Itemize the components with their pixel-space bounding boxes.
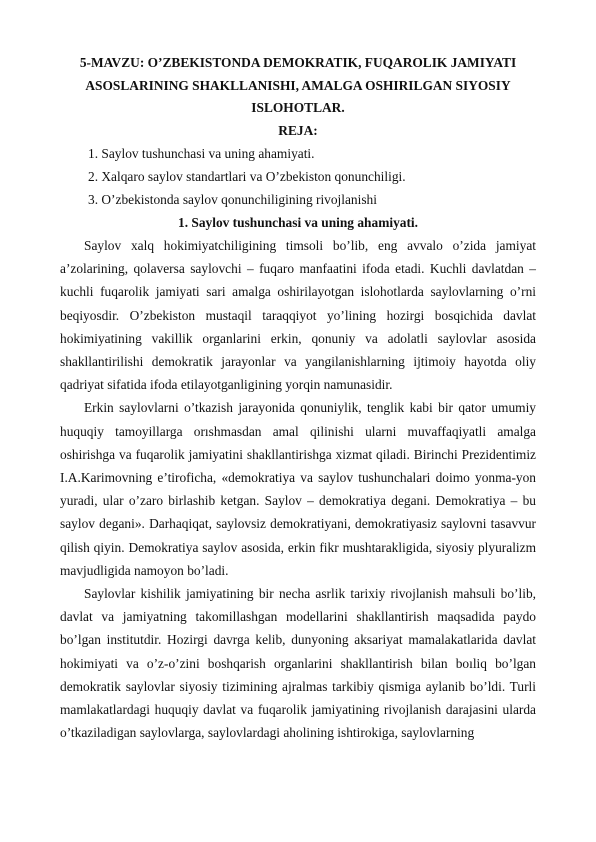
section-heading: 1. Saylov tushunchasi va uning ahamiyati. [178,215,418,230]
plan-heading: REJA: [278,122,318,138]
body-paragraph: Saylov xalq hokimiyatchiligining timsoli bo’lib, eng avvalo o’zida jamiyat a’zolarining, qolaversa saylovchi – fuqaro manfaatini ifoda etadi. Kuchli davlatdan – kuchli fuqarolik jamiyati sari amalga oshirilayotgan islohotlarda saylovlarning o’rni beqiyosdir. O’zbekiston mustaqil taraqqiyot yo’lining hozirgi bosqichida davlat hokimiyatining vakillik organlarini erkin, qonuniy va adolatli saylovlar asosida shakllantirilishi demokratik jarayonlar va yangilanishlarning ijtimoiy hayotda oliy qadriyat sifatida ifoda etilayotganligining yorqin namunasidir. [60,238,536,393]
body-paragraph: Erkin saylovlarni o’tkazish jarayonida qonuniylik, tenglik kabi bir qator umumiy huquqiy tamoyillarga orıshmasdan amal qilinishi ularni muvaffaqiyatli amalga oshirishga va fuqarolik jamiyatini shakllantirishga xizmat qiladi. Birinchi Prezidentimiz I.A.Karimovning e’tirofiсha, «demokratiya va saylov tushunchalari doimo yonma-yon yuradi, ular o’zaro birlashib ketgan. Saylov – demokratiya degani. Demokratiya – bu saylov degani». Darhaqiqat, saylovsiz demokratiyani, demokratiyasiz saylovni tasavvur qilish qiyin. Demokratiya saylov asosida, erkin fikr mushtarakligida, siyosiy plyuralizm mavjudligida namoyon bo’ladi. [60,400,536,578]
plan-item: 1. Saylov tushunchasi va uning ahamiyati. [88,146,315,161]
plan-item: 2. Xalqaro saylov standartlari va O’zbekiston qonunchiligi. [88,169,406,184]
plan-item: 3. O’zbekistonda saylov qonunchiligining rivojlanishi [88,192,377,207]
document-page [60,52,536,744]
document-title: 5-MAVZU: O’ZBEKISTONDA DEMOKRATIK, FUQAROLIK JAMIYATI ASOSLARINING SHAKLLANISHI, AMALGA OSHIRILGAN SIYOSIY ISLOHOTLAR. [79,55,517,115]
plan-list [60,142,536,211]
body-paragraph: Saylovlar kishilik jamiyatining bir necha asrlik tarixiy rivojlanish mahsuli bo’lib, davlat va jamiyatning takomillashgan modellarini shakllantirish maqsadida paydo bo’lgan institutdir. Hozirgi davrga kelib, dunyoning aksariyat mamalakatlarida davlat hokimiyati va o’z-o’zini boshqarish organlarini shakllantirish bilan boıliq bo’lgan demokratik saylovlar siyosiy tizimining ajralmas tarkibiy qismiga aylanib bo’ldi. Turli mamlakatlardagi huquqiy davlat va fuqarolik jamiyatining rivojlanish darajasini ularda o’tkaziladigan saylovlarga, saylovlardagi aholining ishtirokiga, saylovlarning [60,586,536,741]
